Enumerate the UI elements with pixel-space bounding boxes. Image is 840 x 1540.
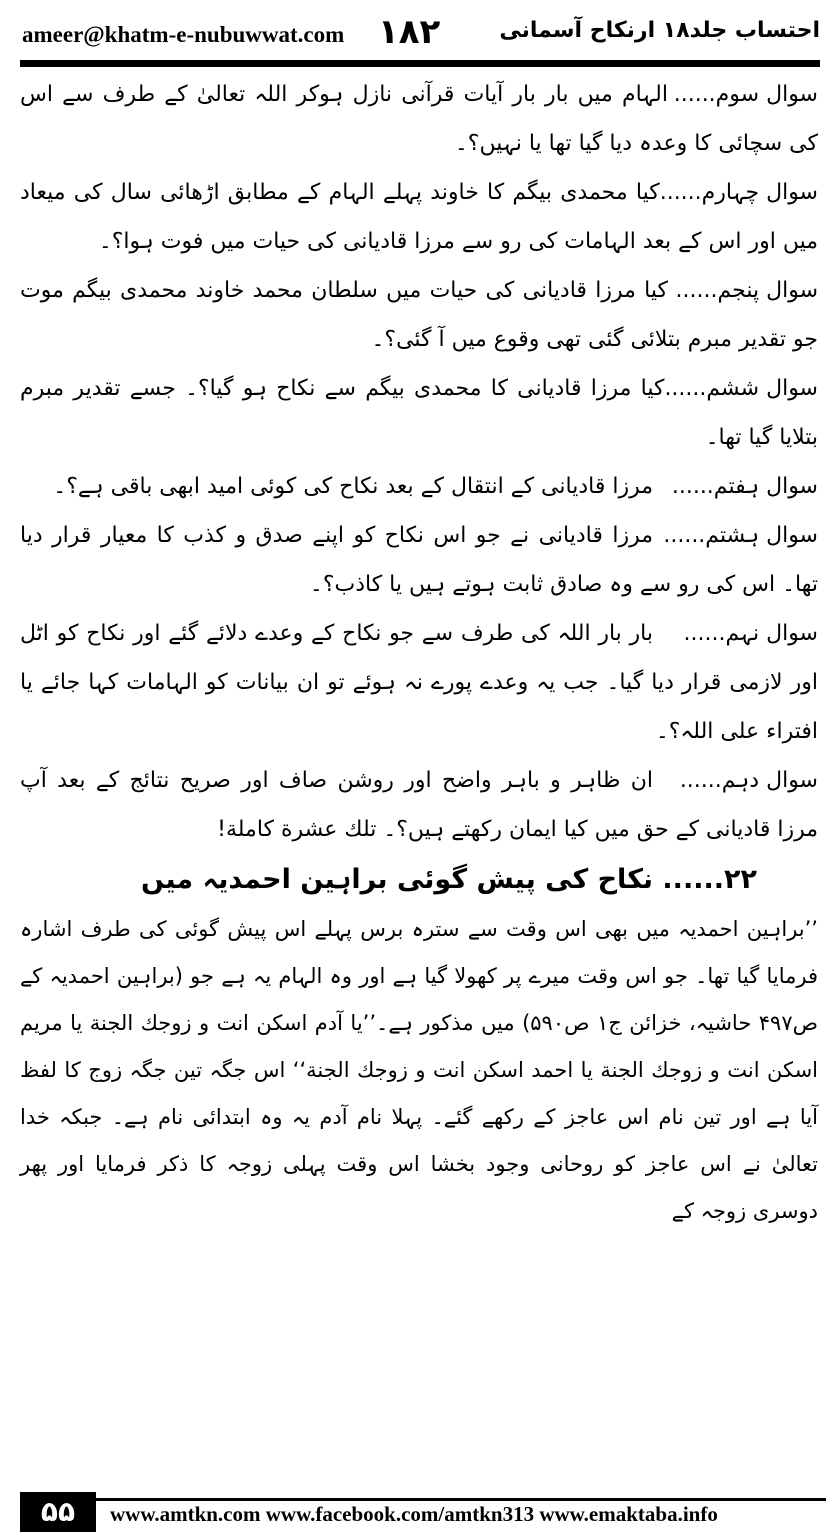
footer-page-badge: ۵۵ — [20, 1492, 96, 1532]
question-10 — [20, 756, 818, 854]
question-4 — [20, 168, 818, 266]
question-3 — [20, 70, 818, 168]
question-label: سوال سوم...... — [673, 82, 818, 107]
question-text: مرزا قادیانی کے انتقال کے بعد نکاح کی کوئی امید ابھی باقی ہے؟۔ — [53, 474, 653, 499]
question-5 — [20, 266, 818, 364]
question-8 — [20, 511, 818, 609]
page-footer — [20, 1492, 826, 1532]
question-text: کیا مرزا قادیانی کی حیات میں سلطان محمد خاوند محمدی بیگم موت جو تقدیر مبرم بتلائی گئی تھی وقوع میں آ گئی؟۔ — [20, 278, 818, 352]
question-label: سوال نہم...... — [683, 621, 818, 646]
question-text: کیا محمدی بیگم کا خاوند پہلے الہام کے مطابق اڑھائی سال کی میعاد میں اور اس کے بعد الہامات کی رو سے مرزا قادیانی کی حیات میں فوت ہوا؟۔ — [20, 180, 818, 254]
page-header — [10, 8, 830, 54]
question-text: ان ظاہر و باہر واضح اور روشن صاف اور صریح نتائج کے بعد آپ مرزا قادیانی کے حق میں کیا ایمان رکھتے ہیں؟۔ تلك عشرة كاملة! — [20, 768, 818, 842]
header-page-number: ۱۸۲ — [378, 12, 441, 52]
footer-links: www.amtkn.com www.facebook.com/amtkn313 www.emaktaba.info — [110, 1502, 718, 1526]
question-9 — [20, 609, 818, 756]
footer-rule — [96, 1498, 826, 1501]
page-content — [20, 70, 818, 1235]
question-text: بار بار اللہ کی طرف سے جو نکاح کے وعدے دلائے گئے اور نکاح کو اٹل اور لازمی قرار دیا گیا۔ جب یہ وعدے پورے نہ ہوئے تو ان بیانات کو الہامات کہا جائے یا افتراء علی اللہ؟۔ — [20, 621, 818, 744]
question-label: سوال پنجم...... — [675, 278, 818, 303]
question-6 — [20, 364, 818, 462]
question-text: مرزا قادیانی نے جو اس نکاح کو اپنے صدق و کذب کا معیار قرار دیا تھا۔ اس کی رو سے وہ صادق ثابت ہوتے ہیں یا کاذب؟۔ — [20, 523, 818, 597]
section-heading: ۲۲...... نکاح کی پیش گوئی براہین احمدیہ میں — [141, 864, 757, 895]
header-email: ameer@khatm-e-nubuwwat.com — [22, 22, 345, 47]
question-text: الہام میں بار بار آیات قرآنی نازل ہوکر اللہ تعالیٰ کے طرف سے اس کی سچائی کا وعدہ دیا گیا تھا یا نہیں؟۔ — [20, 82, 818, 156]
question-label: سوال دہم...... — [679, 768, 818, 793]
question-label: سوال ہفتم...... — [671, 474, 818, 499]
question-text: کیا مرزا قادیانی کا محمدی بیگم سے نکاح ہو گیا؟۔ جسے تقدیر مبرم بتلایا گیا تھا۔ — [20, 376, 818, 450]
question-7 — [20, 462, 818, 511]
header-rule — [20, 60, 820, 67]
question-label: سوال چہارم...... — [659, 180, 818, 205]
question-label: سوال ششم...... — [664, 376, 818, 401]
question-label: سوال ہشتم...... — [663, 523, 818, 548]
header-book-title: احتساب جلد۱۸ ارنکاح آسمانی — [499, 18, 820, 43]
body-paragraph: ’’براہین احمدیہ میں بھی اس وقت سے سترہ برس پہلے اس پیش گوئی کی طرف اشارہ فرمایا گیا تھا۔ جو اس وقت میرے پر کھولا گیا ہے اور وہ الہام یہ ہے جو (براہین احمدیہ کے ص۴۹۷ حاشیہ، خزائن ج۱ ص۵۹۰) میں مذکور ہے۔’’یا آدم اسکن انت و زوجك الجنة یا مریم اسکن انت و زوجك الجنة یا احمد اسکن انت و زوجك الجنة‘‘ اس جگہ تین جگہ زوج کا لفظ آیا ہے اور تین نام اس عاجز کے رکھے گئے۔ پہلا نام آدم یہ وہ ابتدائی نام ہے۔ جبکہ خدا تعالیٰ نے اس عاجز کو روحانی وجود بخشا اس وقت پہلی زوجہ کا ذکر فرمایا اور پھر دوسری زوجہ کے — [20, 917, 818, 1223]
